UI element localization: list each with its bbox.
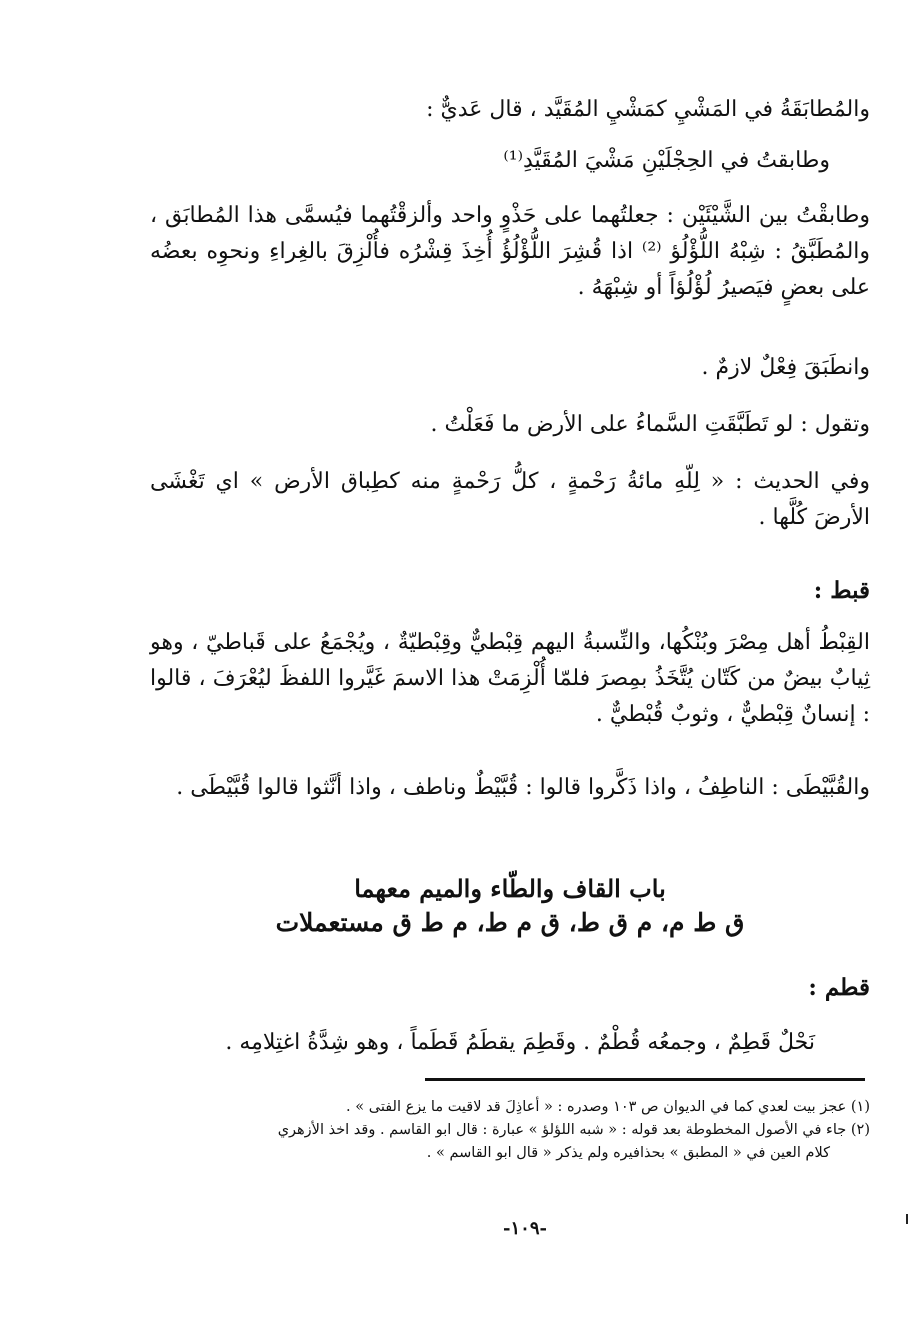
footnote-2-line-2: كلام العين في « المطبق » بحذافيره ولم يذكر « قال ابو القاسم » . — [426, 1145, 830, 1161]
section-heading — [150, 872, 870, 940]
paragraph-block-hadith — [150, 464, 870, 536]
scan-edge-mark — [906, 1214, 908, 1224]
entry-heading-qtm: قطم : — [808, 974, 870, 1001]
paragraph-qubbayta: والقُبَّيْطَى : الناطِفُ ، واذا ذَكَّروا قالوا : قُبَّيْطٌ وناطف ، واذا أنَّثوا قالوا قُبَّيْطَى . — [176, 775, 870, 800]
paragraph-block-intabaqa — [150, 350, 870, 386]
paragraph-block-tabaqtu — [150, 198, 870, 306]
entry-qtm-body — [150, 1025, 870, 1061]
paragraph-mutabaqa: والمُطابَقَةُ في المَشْيِ كمَشْيِ المُقَيَّد ، قال عَديٌّ : — [426, 97, 870, 122]
paragraph-intabaqa: وانطَبَقَ فِعْلٌ لازمٌ . — [701, 355, 870, 380]
section-title: باب القاف والطّاء والميم معهما — [354, 874, 666, 903]
page-number: -١٠٩- — [503, 1218, 547, 1239]
entry-qbt — [150, 573, 870, 609]
paragraph-qibt: القِبْطُ أهل مِصْرَ وبُنْكُها، والنِّسبةُ اليهم قِبْطيٌّ وقِبْطيّةٌ ، ويُجْمَعُ على قَباطيّ ، وهو ثِيابٌ بيضٌ من كَتّان يُتَّخَذُ بمِصرَ فلمّا أُلْزِمَتْ هذا الاسمَ غَيَّروا اللفظَ ليُعْرَفَ ، قالوا : إنسانٌ قِبْطيٌّ ، وثوبٌ قُبْطيٌّ . — [150, 630, 870, 727]
footnote-divider — [425, 1078, 865, 1081]
paragraph-taqulu: وتقول : لو تَطَبَّقَتِ السَّماءُ على الأرض ما فَعَلْتُ . — [430, 412, 870, 437]
footnote-1: (١) عجز بيت لعدي كما في الديوان ص ١٠٣ وصدره : « أعاذِلَ قد لاقيت ما يزع الفتى » . — [346, 1099, 870, 1115]
entry-qbt-body — [150, 625, 870, 733]
verse-block — [150, 143, 870, 179]
entry-continuation — [150, 92, 870, 128]
paragraph-hadith: وفي الحديث : « لِلّهِ مائةُ رَحْمةٍ ، كلُّ رَحْمةٍ منه كطِباق الأرض » اي تَغْشَى الأرضَ كُلَّها . — [150, 469, 870, 530]
entry-qbt-body-2 — [150, 770, 870, 806]
paragraph-nahl-qatim: نَحْلٌ قَطِمٌ ، وجمعُه قُطْمٌ . وقَطِمَ يقطَمُ قَطَماً ، وهو شِدَّةُ اغتِلامِه . — [225, 1030, 815, 1055]
paragraph-tabaqtu: وطابقْتُ بين الشَّيْئَيْن : جعلتُهما على حَذْوٍ واحد وألزقْتُهما فيُسمَّى هذا المُطابَق ، والمُطَبَّقُ : شِبْهُ اللُّؤْلُؤ ⁽²⁾ اذا قُشِرَ اللُّؤْلُؤُ أُخِذَ قِشْرُه فأُلْزِقَ بالغِراءِ ونحوِه بعضُه على بعضٍ فيَصيرُ لُؤْلُؤاً أو شِبْهَهُ . — [150, 203, 871, 300]
verse-line: وطابقتُ في الحِجْلَيْنِ مَشْيَ المُقَيَّدِ⁽¹⁾ — [503, 148, 830, 173]
footnotes — [200, 1096, 870, 1165]
paragraph-block-taqulu — [150, 407, 870, 443]
footnote-2-line-1: (٢) جاء في الأصول المخطوطة بعد قوله : « شبه اللؤلؤ » عبارة : قال ابو القاسم . وقد اخذ الأزهري — [277, 1122, 870, 1138]
section-subtitle: ق ط م، م ق ط، ق م ط، م ط ق مستعملات — [275, 908, 745, 937]
entry-qtm — [150, 970, 870, 1006]
entry-heading-qbt: قبط : — [813, 577, 870, 604]
